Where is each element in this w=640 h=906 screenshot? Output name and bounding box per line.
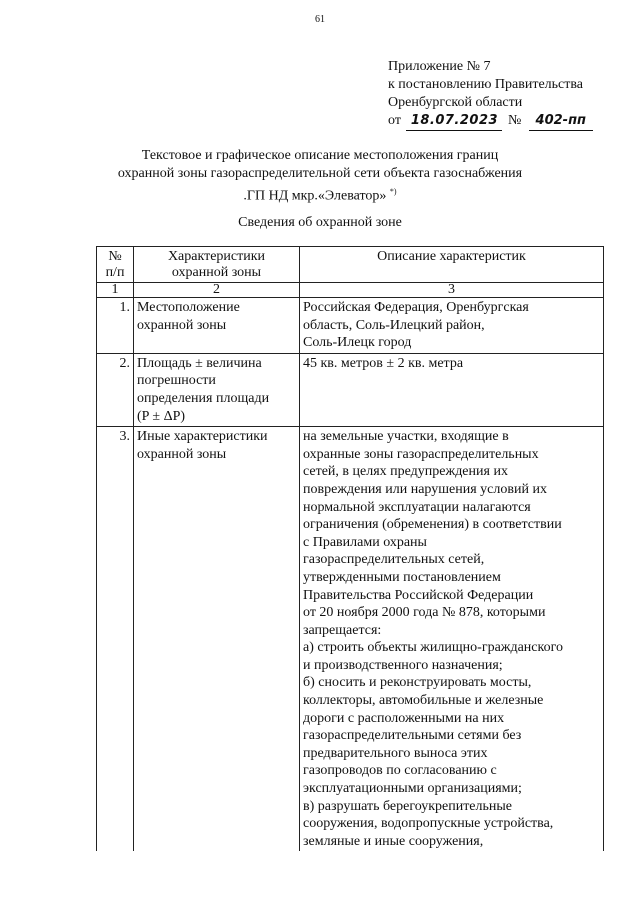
- row-number: 3.: [97, 427, 134, 852]
- description-line: и производственного назначения;: [303, 657, 503, 673]
- row-characteristic: [134, 353, 300, 426]
- characteristic-line: определения площади: [137, 390, 270, 406]
- appendix-resolution-line: к постановлению Правительства: [388, 77, 584, 92]
- characteristic-line: охранной зоны: [137, 446, 227, 462]
- column-number: 3: [300, 283, 604, 298]
- description-line: газопроводов по согласованию с: [303, 763, 497, 779]
- column-number-row: [97, 283, 604, 298]
- description-line: коллекторы, автомобильные и железные: [303, 693, 544, 709]
- appendix-date-line: [388, 112, 593, 131]
- header-char-line: охранной зоны: [171, 265, 262, 280]
- column-number: 2: [134, 283, 300, 298]
- handwritten-number: 402-пп: [529, 112, 593, 131]
- row-characteristic: [134, 298, 300, 354]
- header-num: [97, 247, 134, 283]
- appendix-title: Приложение № 7: [388, 59, 491, 74]
- description-line: ограничения (обременения) в соответствии: [303, 517, 562, 533]
- row-description: [300, 298, 604, 354]
- row-number: 1.: [97, 298, 134, 354]
- description-line: с Правилами охраны: [303, 534, 427, 550]
- characteristic-line: Местоположение: [137, 300, 240, 315]
- description-line: на земельные участки, входящие в: [303, 429, 509, 445]
- zone-info-table: [96, 246, 604, 851]
- description-line: Соль-Илецк город: [303, 335, 412, 351]
- description-line: б) сносить и реконструировать мосты,: [303, 675, 532, 691]
- object-name: .ГП НД мкр.«Элеватор»: [243, 188, 387, 204]
- header-num-line: №: [108, 249, 122, 264]
- title-line-3: [0, 183, 640, 206]
- document-title: [0, 147, 640, 206]
- description-line: утвержденными постановлением: [303, 569, 501, 585]
- date-prefix: от: [388, 113, 401, 128]
- table-row: [97, 353, 604, 426]
- table-row: [97, 298, 604, 354]
- characteristic-line: Площадь ± величина: [137, 355, 262, 371]
- title-line-1: Текстовое и графическое описание местоположения границ: [141, 148, 499, 163]
- appendix-region-line: Оренбургской области: [388, 95, 523, 110]
- table-header-row: [97, 247, 604, 283]
- characteristic-line: (P ± ΔP): [137, 408, 186, 424]
- description-line: газораспределительными сетями без: [303, 728, 522, 744]
- description-line: область, Соль-Илецкий район,: [303, 317, 485, 333]
- description-line: предварительного выноса этих: [303, 745, 488, 761]
- characteristic-line: охранной зоны: [137, 317, 227, 333]
- header-characteristics: [134, 247, 300, 283]
- description-line: сооружения, водопропускные устройства,: [303, 816, 554, 832]
- section-subtitle: Сведения об охранной зоне: [238, 215, 402, 230]
- header-num-line: п/п: [105, 265, 125, 280]
- handwritten-date: 18.07.2023: [406, 112, 502, 131]
- table-row: [97, 427, 604, 852]
- row-characteristic: [134, 427, 300, 852]
- description-line: а) строить объекты жилищно-гражданского: [303, 640, 563, 656]
- description-line: повреждения или нарушения условий их: [303, 481, 547, 497]
- appendix-header: [388, 58, 593, 131]
- characteristic-line: погрешности: [137, 373, 216, 389]
- row-number: 2.: [97, 353, 134, 426]
- description-line: дороги с расположенными на них: [303, 710, 505, 726]
- column-number: 1: [97, 283, 134, 298]
- number-sign: №: [507, 113, 522, 128]
- description-line: эксплуатационными организациями;: [303, 781, 522, 797]
- description-line: от 20 ноября 2000 года № 878, которыми: [303, 605, 546, 621]
- description-line: газораспределительных сетей,: [303, 552, 485, 568]
- header-char-line: Характеристики: [167, 249, 266, 264]
- page-number: 61: [315, 14, 325, 25]
- description-line: Правительства Российской Федерации: [303, 587, 534, 603]
- characteristic-line: Иные характеристики: [137, 429, 268, 445]
- description-line: в) разрушать берегоукрепительные: [303, 798, 513, 814]
- header-description: Описание характеристик: [300, 247, 604, 283]
- description-line: Российская Федерация, Оренбургская: [303, 300, 529, 315]
- row-description: [300, 353, 604, 426]
- title-line-2: охранной зоны газораспределительной сети объекта газоснабжения: [117, 166, 523, 181]
- footnote-mark: *): [389, 187, 397, 196]
- description-line: земляные и иные сооружения,: [303, 833, 484, 849]
- description-line: охранные зоны газораспределительных: [303, 446, 539, 462]
- description-line: нормальной эксплуатации налагаются: [303, 499, 531, 515]
- description-line: сетей, в целях предупреждения их: [303, 464, 508, 480]
- description-line: 45 кв. метров ± 2 кв. метра: [303, 355, 464, 371]
- row-description: [300, 427, 604, 852]
- description-line: запрещается:: [303, 622, 382, 638]
